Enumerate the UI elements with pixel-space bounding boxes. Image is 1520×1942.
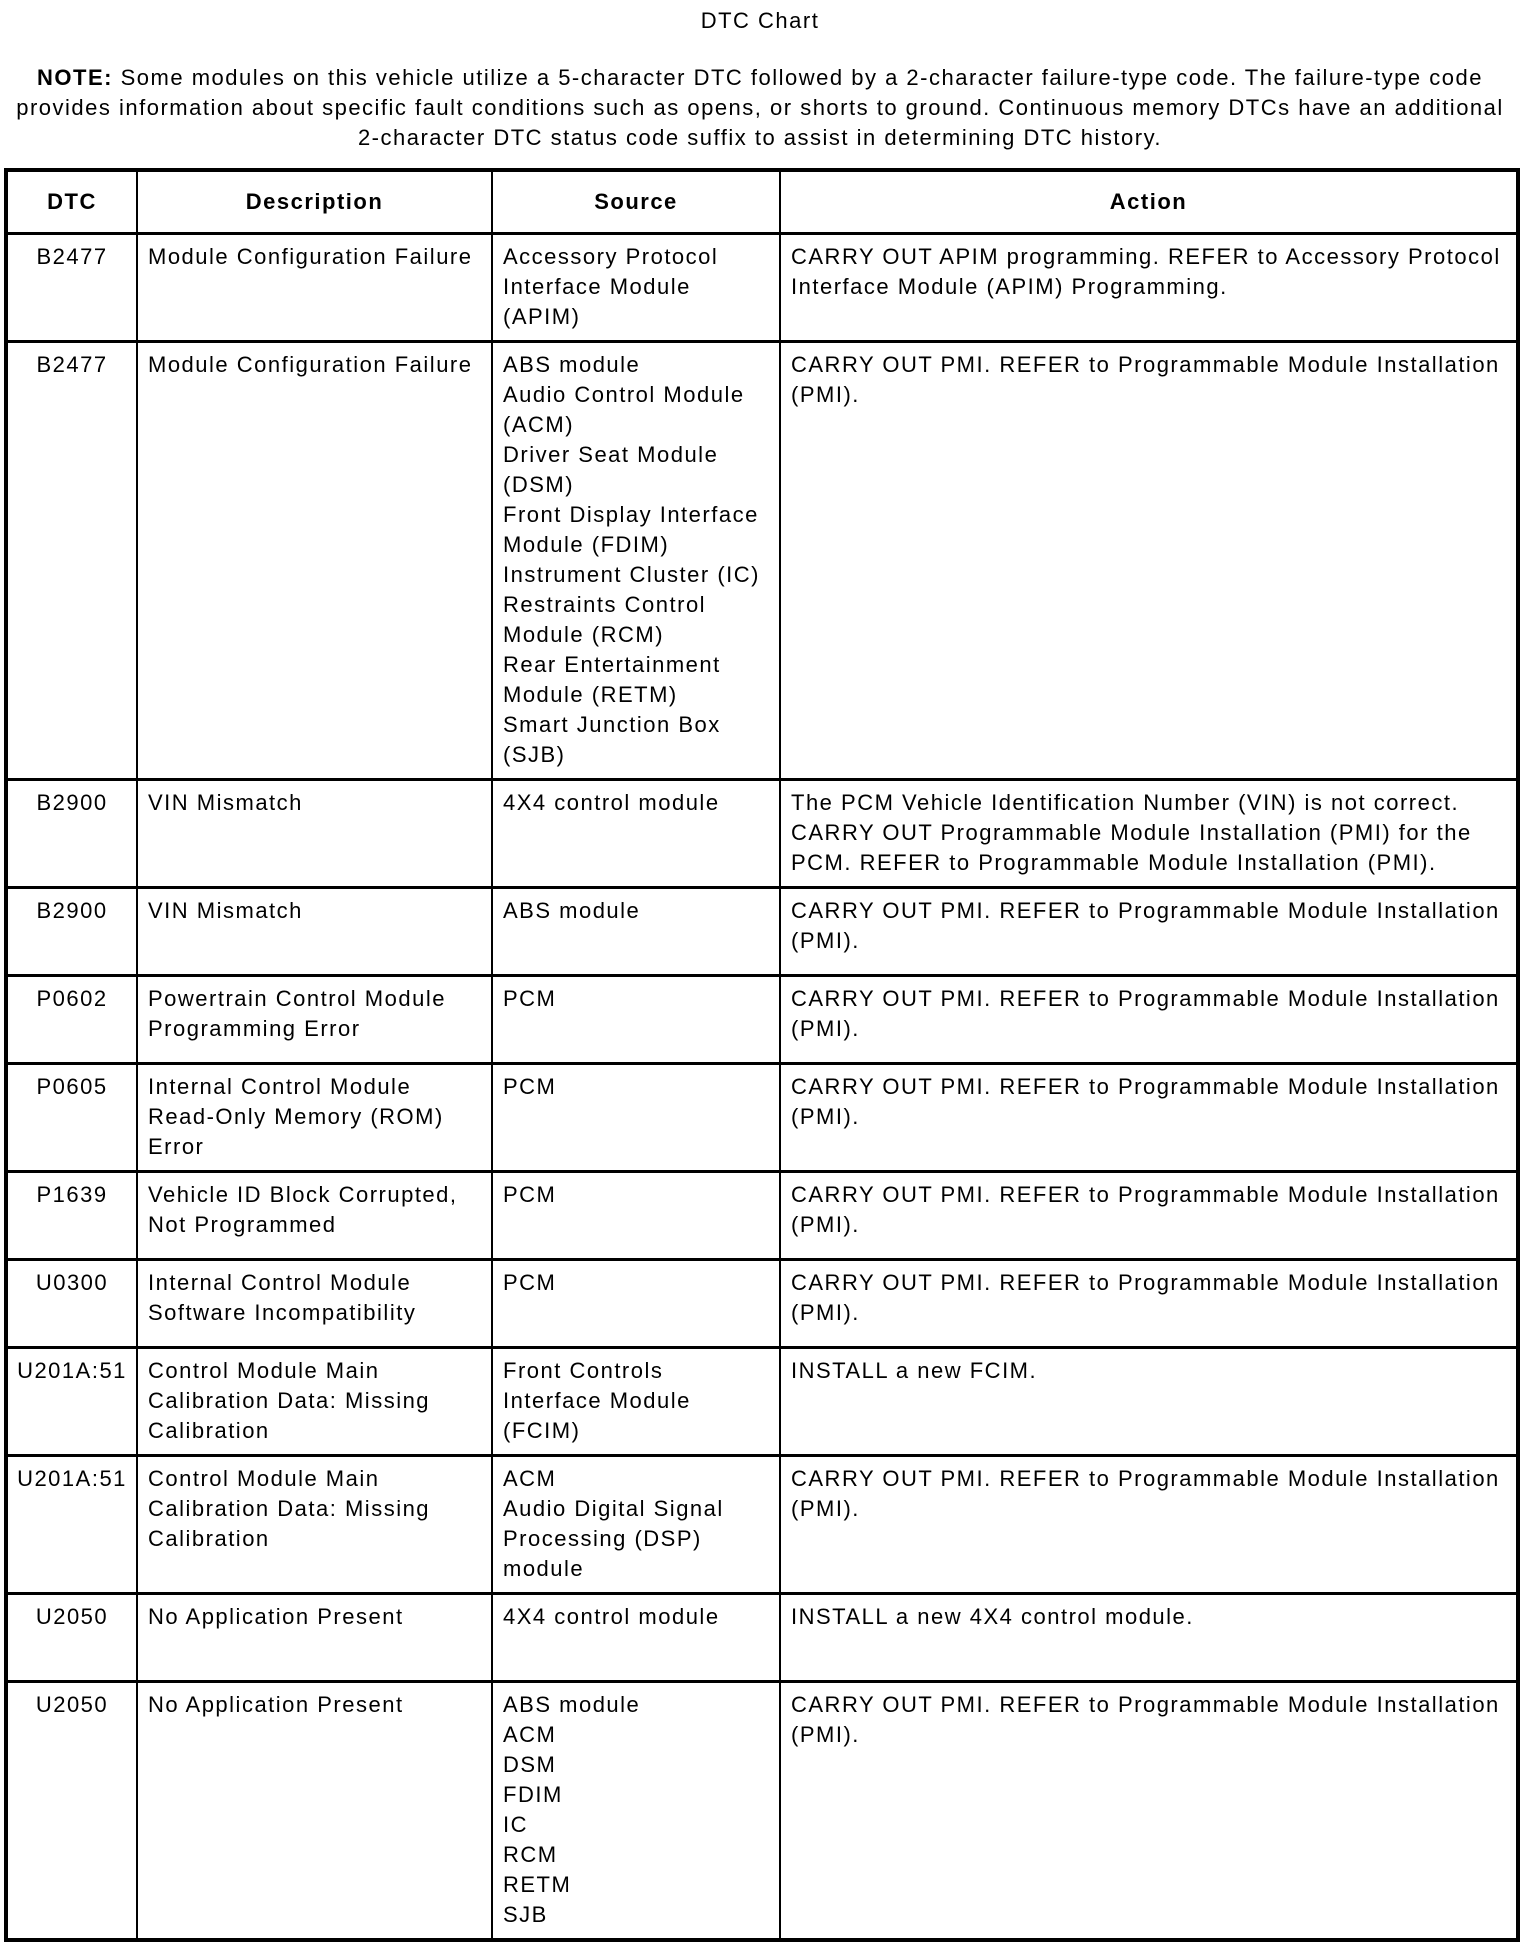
table-row <box>6 1172 1518 1260</box>
source-cell <box>492 234 780 342</box>
source-entry: Audio Digital Signal Processing (DSP) module <box>503 1496 724 1581</box>
source-entry: ABS module <box>503 1692 641 1717</box>
description-cell: Internal Control Module Read-Only Memory (ROM) Error <box>137 1064 492 1172</box>
source-entry: Smart Junction Box (SJB) <box>503 712 721 767</box>
table-body <box>6 234 1518 1941</box>
source-entry: Audio Control Module (ACM) <box>503 382 745 437</box>
action-cell: CARRY OUT PMI. REFER to Programmable Module Installation (PMI). <box>780 1260 1518 1348</box>
note-text: Some modules on this vehicle utilize a 5-character DTC followed by a 2-character failure-type code. The failure-type code provides information about specific fault conditions such as opens, or shorts to ground. Continuous memory DTCs have an additional 2-character DTC status code suffix to assist in determining DTC history. <box>16 65 1504 150</box>
source-cell <box>492 1260 780 1348</box>
table-row <box>6 342 1518 780</box>
dtc-cell: U2050 <box>6 1682 137 1941</box>
source-entry: FDIM <box>503 1782 563 1807</box>
dtc-cell: P0602 <box>6 976 137 1064</box>
source-entry: ACM <box>503 1722 557 1747</box>
action-cell: CARRY OUT PMI. REFER to Programmable Module Installation (PMI). <box>780 1682 1518 1941</box>
source-entry: PCM <box>503 986 557 1011</box>
description-cell: Module Configuration Failure <box>137 342 492 780</box>
source-cell <box>492 888 780 976</box>
source-cell <box>492 976 780 1064</box>
column-header-action: Action <box>780 170 1518 234</box>
source-entry: PCM <box>503 1270 557 1295</box>
description-cell: Module Configuration Failure <box>137 234 492 342</box>
description-cell: VIN Mismatch <box>137 888 492 976</box>
dtc-cell: B2900 <box>6 780 137 888</box>
description-cell: Control Module Main Calibration Data: Missing Calibration <box>137 1348 492 1456</box>
description-cell: VIN Mismatch <box>137 780 492 888</box>
table-row <box>6 1682 1518 1941</box>
dtc-cell: B2477 <box>6 234 137 342</box>
description-cell: No Application Present <box>137 1594 492 1682</box>
dtc-cell: U0300 <box>6 1260 137 1348</box>
source-cell <box>492 1064 780 1172</box>
column-header-source: Source <box>492 170 780 234</box>
source-entry: ABS module <box>503 898 641 923</box>
description-cell: Powertrain Control Module Programming Error <box>137 976 492 1064</box>
source-cell <box>492 1172 780 1260</box>
table-row <box>6 234 1518 342</box>
source-cell <box>492 780 780 888</box>
source-entry: Accessory Protocol Interface Module (APIM) <box>503 244 719 329</box>
source-entry: ACM <box>503 1466 557 1491</box>
action-cell: INSTALL a new FCIM. <box>780 1348 1518 1456</box>
source-entry: SJB <box>503 1902 548 1927</box>
column-header-dtc: DTC <box>6 170 137 234</box>
table-row <box>6 1594 1518 1682</box>
table-row <box>6 780 1518 888</box>
dtc-table <box>4 168 1520 1942</box>
dtc-cell: U201A:51 <box>6 1348 137 1456</box>
dtc-cell: B2477 <box>6 342 137 780</box>
action-cell: INSTALL a new 4X4 control module. <box>780 1594 1518 1682</box>
source-entry: Rear Entertainment Module (RETM) <box>503 652 721 707</box>
source-entry: IC <box>503 1812 528 1837</box>
table-row <box>6 1260 1518 1348</box>
note-paragraph <box>15 63 1505 153</box>
note-label: NOTE: <box>37 65 113 90</box>
source-entry: 4X4 control module <box>503 790 720 815</box>
dtc-cell: P1639 <box>6 1172 137 1260</box>
source-entry: Front Controls Interface Module (FCIM) <box>503 1358 691 1443</box>
source-cell <box>492 1348 780 1456</box>
action-cell: CARRY OUT PMI. REFER to Programmable Module Installation (PMI). <box>780 1172 1518 1260</box>
source-entry: Driver Seat Module (DSM) <box>503 442 719 497</box>
table-row <box>6 1064 1518 1172</box>
description-cell: No Application Present <box>137 1682 492 1941</box>
description-cell: Internal Control Module Software Incompatibility <box>137 1260 492 1348</box>
table-row <box>6 1456 1518 1594</box>
table-header-row <box>6 170 1518 234</box>
source-entry: PCM <box>503 1182 557 1207</box>
source-entry: PCM <box>503 1074 557 1099</box>
source-entry: Instrument Cluster (IC) <box>503 562 760 587</box>
action-cell: The PCM Vehicle Identification Number (VIN) is not correct. CARRY OUT Programmable Module Installation (PMI) for the PCM. REFER to Programmable Module Installation (PMI). <box>780 780 1518 888</box>
column-header-description: Description <box>137 170 492 234</box>
dtc-cell: U2050 <box>6 1594 137 1682</box>
action-cell: CARRY OUT APIM programming. REFER to Accessory Protocol Interface Module (APIM) Programming. <box>780 234 1518 342</box>
table-row <box>6 976 1518 1064</box>
action-cell: CARRY OUT PMI. REFER to Programmable Module Installation (PMI). <box>780 1456 1518 1594</box>
table-row <box>6 1348 1518 1456</box>
source-entry: RETM <box>503 1872 572 1897</box>
document-page <box>0 6 1520 1942</box>
action-cell: CARRY OUT PMI. REFER to Programmable Module Installation (PMI). <box>780 976 1518 1064</box>
action-cell: CARRY OUT PMI. REFER to Programmable Module Installation (PMI). <box>780 1064 1518 1172</box>
source-cell <box>492 342 780 780</box>
source-entry: Restraints Control Module (RCM) <box>503 592 707 647</box>
action-cell: CARRY OUT PMI. REFER to Programmable Module Installation (PMI). <box>780 888 1518 976</box>
dtc-cell: P0605 <box>6 1064 137 1172</box>
source-entry: 4X4 control module <box>503 1604 720 1629</box>
source-entry: RCM <box>503 1842 558 1867</box>
source-entry: ABS module <box>503 352 641 377</box>
source-cell <box>492 1682 780 1941</box>
source-cell <box>492 1594 780 1682</box>
table-row <box>6 888 1518 976</box>
description-cell: Control Module Main Calibration Data: Missing Calibration <box>137 1456 492 1594</box>
description-cell: Vehicle ID Block Corrupted, Not Programmed <box>137 1172 492 1260</box>
source-cell <box>492 1456 780 1594</box>
action-cell: CARRY OUT PMI. REFER to Programmable Module Installation (PMI). <box>780 342 1518 780</box>
source-entry: Front Display Interface Module (FDIM) <box>503 502 759 557</box>
page-title: DTC Chart <box>700 8 820 33</box>
source-entry: DSM <box>503 1752 557 1777</box>
dtc-cell: U201A:51 <box>6 1456 137 1594</box>
dtc-cell: B2900 <box>6 888 137 976</box>
